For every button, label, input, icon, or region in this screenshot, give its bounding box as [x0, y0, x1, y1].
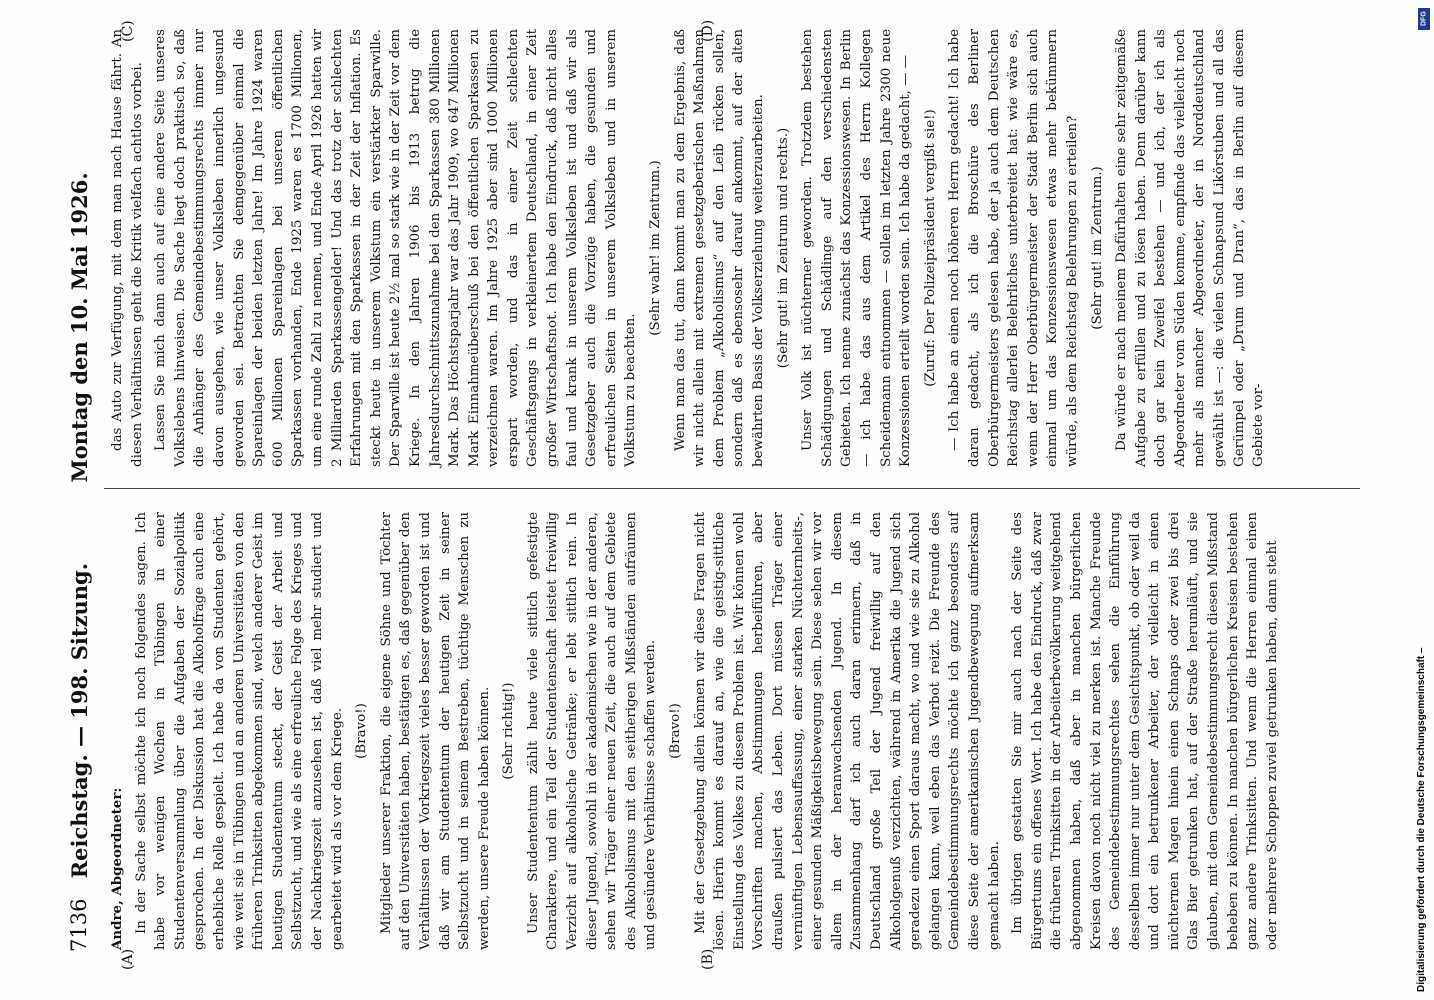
right-text-column	[108, 29, 1273, 467]
paragraph: Unser Studententum zählt heute viele sittlich gefestigte Charaktere, und ein Teil der Studentenschaft leistet freiwillig Verzicht auf alkoholische Getränke; er lebt sittlich rein. In dieser Jugend, sowohl in der akademischen wie in der anderen, sehen wir Träger einer neuen Zeit, die auch auf dem Gebiete des Alkoholismus mit den seitherigen Mißständen aufräumen und gesündere Verhältnisse schaffen werden.	[525, 512, 659, 950]
margin-letter-c: (C)	[120, 20, 136, 42]
column-divider	[104, 488, 1360, 489]
interjection: (Zuruf: Der Polizeipräsident vergißt sie!)	[922, 109, 938, 387]
rotated-page-spread	[60, 12, 1370, 972]
paragraph: Lassen Sie mich dann auch auf eine andere Seite unseres Volkslebens hinweisen. Die Sache liegt doch praktisch so, daß die Anhänger des Gemeindebestimmungsrechts immer nur davon ausgehen, wie unser Volksleben innerlich ungesund geworden sei. Betrachten Sie demgegenüber einmal die Spareinlagen der beiden letzten Jahre! Im Jahre 1924 waren 600 Millionen Spareinlagen bei unseren öffentlichen Sparkassen vorhanden, Ende 1925 waren es 1700 Millionen, um eine runde Zahl zu nennen, und Ende April 1926 hatten wir 2 Milliarden Sparkassengelder! Und das trotz der schlechten Erfahrungen mit den Sparkassen in der Zeit der Inflation. Es steckt heute in unserem Volkstum ein verstärkter Sparwille. Der Sparwille ist heute 2½ mal so stark wie in der Zeit vor dem Kriege. In den Jahren 1906 bis 1913 betrug die Jahresdurchschnittszunahme bei den Sparkassen 380 Millionen Mark. Das Höchstsparjahr war das Jahr 1909, wo 647 Millionen Mark Einnahmeüberschuß bei den öffentlichen Sparkassen zu verzeichnen waren. Im Jahre 1925 aber sind 1000 Millionen erspart worden, und das in einer Zeit schlechten Geschäftsgangs in verkleinertem Deutschland, in einer Zeit großer Wirtschaftsnot. Ich habe den Eindruck, daß nicht alles faul und krank in unserem Volksleben ist und daß wir als Gesetzgeber auch die Vorzüge haben, die gesunden und erfreulichen Seiten in unserem Volksleben und in unserem Volkstum zu beachten.	[153, 29, 639, 467]
interjection: (Bravo!)	[668, 703, 684, 759]
margin-letter-d: (D)	[700, 19, 716, 42]
paragraph: Mit der Gesetzgebung allein können wir diese Fragen nicht lösen. Hierin kommt es darauf an, wie die geistig-sittliche Einstellung des Volkes zu diesem Problem ist. Wir können wohl Vorschriften machen, Abstimmungen herbeiführen, aber draußen pulsiert das Leben. Dort müssen Träger einer vernünftigen Lebensauffassung, einer starken Nüchternheits-, einer gesunden Mäßigkeitsbewegung sein. Diese sehen wir vor allem in der heranwachsenden Jugend. In diesem Zusammenhang darf ich auch daran erinnern, daß in Deutschland große Teil der Jugend freiwillig auf den Alkoholgenuß verzichten, während in Amerika die Jugend sich geradezu einen Sport daraus macht, wo und wie sie zu Alkohol gelangen kann, weil eben das Verbot reizt. Die Freunde des Gemeindebestimmungsrechts möchte ich ganz besonders auf diese Seite der amerikanischen Jugendbewegung aufmerksam gemacht haben.	[692, 512, 1002, 950]
left-text-column	[108, 512, 1286, 950]
paragraph: — Ich habe an einen noch höheren Herrn gedacht! Ich habe daran gedacht, als ich die Broschüre des Berliner Oberbürgermeisters gelesen habe, der ja auch dem Deutschen Reichstag allerlei Belehrliches unterbreitet hat: wie wäre es, wenn der Herr Oberbürgermeister der Stadt Berlin sich auch einmal um das Konzessionswesen etwas mehr bekümmern würde, als dem Reichstag Belehrungen zu erteilen?	[947, 29, 1080, 467]
right-running-title: Montag den 10. Mai 1926.	[66, 172, 92, 483]
paragraph: Wenn man das tut, dann kommt man zu dem Ergebnis, daß wir nicht allein mit extremen gesetzgeberischen Maßnahmen dem Problem „Alkoholismus“ auf den Leib rücken sollen, sondern daß es ebensosehr darauf ankommt, auf der alten bewährten Basis der Volkserziehung weiterzuarbeiten.	[672, 29, 766, 467]
paragraph: das Auto zur Verfügung, mit dem man nach Hause fährt. An diesen Verhältnissen geht die Kritik vielfach achtlos vorbei.	[110, 29, 145, 467]
interjection: (Sehr wahr! im Zentrum.)	[648, 160, 664, 336]
interjection: (Sehr richtig!)	[501, 682, 517, 780]
speaker-label: Andre, Abgeordneter:	[109, 787, 125, 950]
interjection: (Sehr gut! im Zentrum und rechts.)	[775, 127, 791, 369]
digitization-credit: Digitalisierung gefördert durch die Deutsche Forschungsgemeinschaft –	[1416, 647, 1427, 992]
left-running-title: Reichstag. — 198. Sitzung.	[66, 562, 92, 879]
dfg-logo-icon: DFG	[1418, 8, 1430, 30]
interjection: (Sehr gut! im Zentrum.)	[1089, 166, 1105, 330]
paragraph: Unser Volk ist nüchterner geworden. Trotzdem bestehen Schädigungen und Schädlinge auf den verschiedensten Gebieten. Ich nenne zunächst das Konzessionswesen. In Berlin — ich habe das aus dem Artikel des Herrn Kollegen Scheidemann entnommen — sollen im letzten Jahre 2300 neue Konzessionen erteilt worden sein. Ich habe da gedacht, — —	[800, 29, 914, 467]
paragraph: Da würde er nach meinem Dafürhalten eine sehr zeitgemäße Aufgabe zu erfüllen und zu lösen haben. Denn darüber kann doch gar kein Zweifel bestehen — und ich, der ich als Abgeordneter vom Süden komme, empfinde das vielleicht noch mehr als mancher Abgeordneter, der in Norddeutschland gewählt ist —: die vielen Schnapsund Likörstuben und all das Gerümpel oder „Drum und Dran“, das in Berlin auf diesem Gebiete vor-	[1114, 29, 1267, 467]
paragraph: In der Sache selbst möchte ich noch folgendes sagen. Ich habe vor wenigen Wochen in Tübingen in einer Studentenversammlung über die Aufgaben der Sozialpolitik gesprochen. In der Diskussion hat die Alkoholfrage auch eine erhebliche Rolle gespielt. Ich habe da von Studenten gehört, wie weit sie in Tübingen und an anderen Universitäten von den früheren Trinksitten abgekommen sind, welch anderer Geist im heutigen Studententum steckt, der Geist der Arbeit und Selbstzucht, und wie als eine erfreuliche Folge des Krieges und der Nachkriegszeit anzusehen ist, daß viel mehr studiert und gearbeitet wird als vor dem Kriege.	[133, 512, 345, 950]
interjection: (Bravo!)	[354, 703, 370, 759]
page-header	[60, 32, 98, 952]
margin-letter-b: (B)	[700, 948, 716, 970]
paragraph: Mitglieder unserer Fraktion, die eigene Söhne und Töchter auf den Universitäten haben, bestätigen es, daß gegenüber den Verhältnissen der Vorkriegszeit vieles besser geworden ist und daß wir am Studententum der heutigen Zeit in seiner Selbstzucht und in seinem Bestreben, tüchtige Menschen zu werden, unsere Freude haben können.	[378, 512, 492, 950]
margin-letter-a: (A)	[120, 948, 136, 970]
page-number: 7136	[67, 898, 91, 952]
paragraph: Im übrigen gestatten Sie mir auch nach der Seite des Bürgertums ein offenes Wort. Ich habe den Eindruck, daß zwar die früheren Trinksitten in der Arbeiterbevölkerung weitgehend abgenommen haben, daß aber in manchen bürgerlichen Kreisen davon noch nicht viel zu merken ist. Manche Freunde des Gemeindebestimmungsrechtes sehen die Einführung desselben immer nur unter dem Gesichtspunkt, ob oder weil da und dort ein betrunkener Arbeiter, der vielleicht in einen nüchternen Magen hinein einen Schnaps oder zwei bis drei Glas Bier getrunken hat, auf der Straße herumläuft, und sie glauben, mit dem Gemeindebestimmungsrecht diesen Mißstand beheben zu können. In manchen bürgerlichen Kreisen bestehen ganz andere Trinksitten. Und wenn die Herren einmal einen oder mehrere Schoppen zuviel getrunken haben, dann steht	[1010, 512, 1280, 950]
